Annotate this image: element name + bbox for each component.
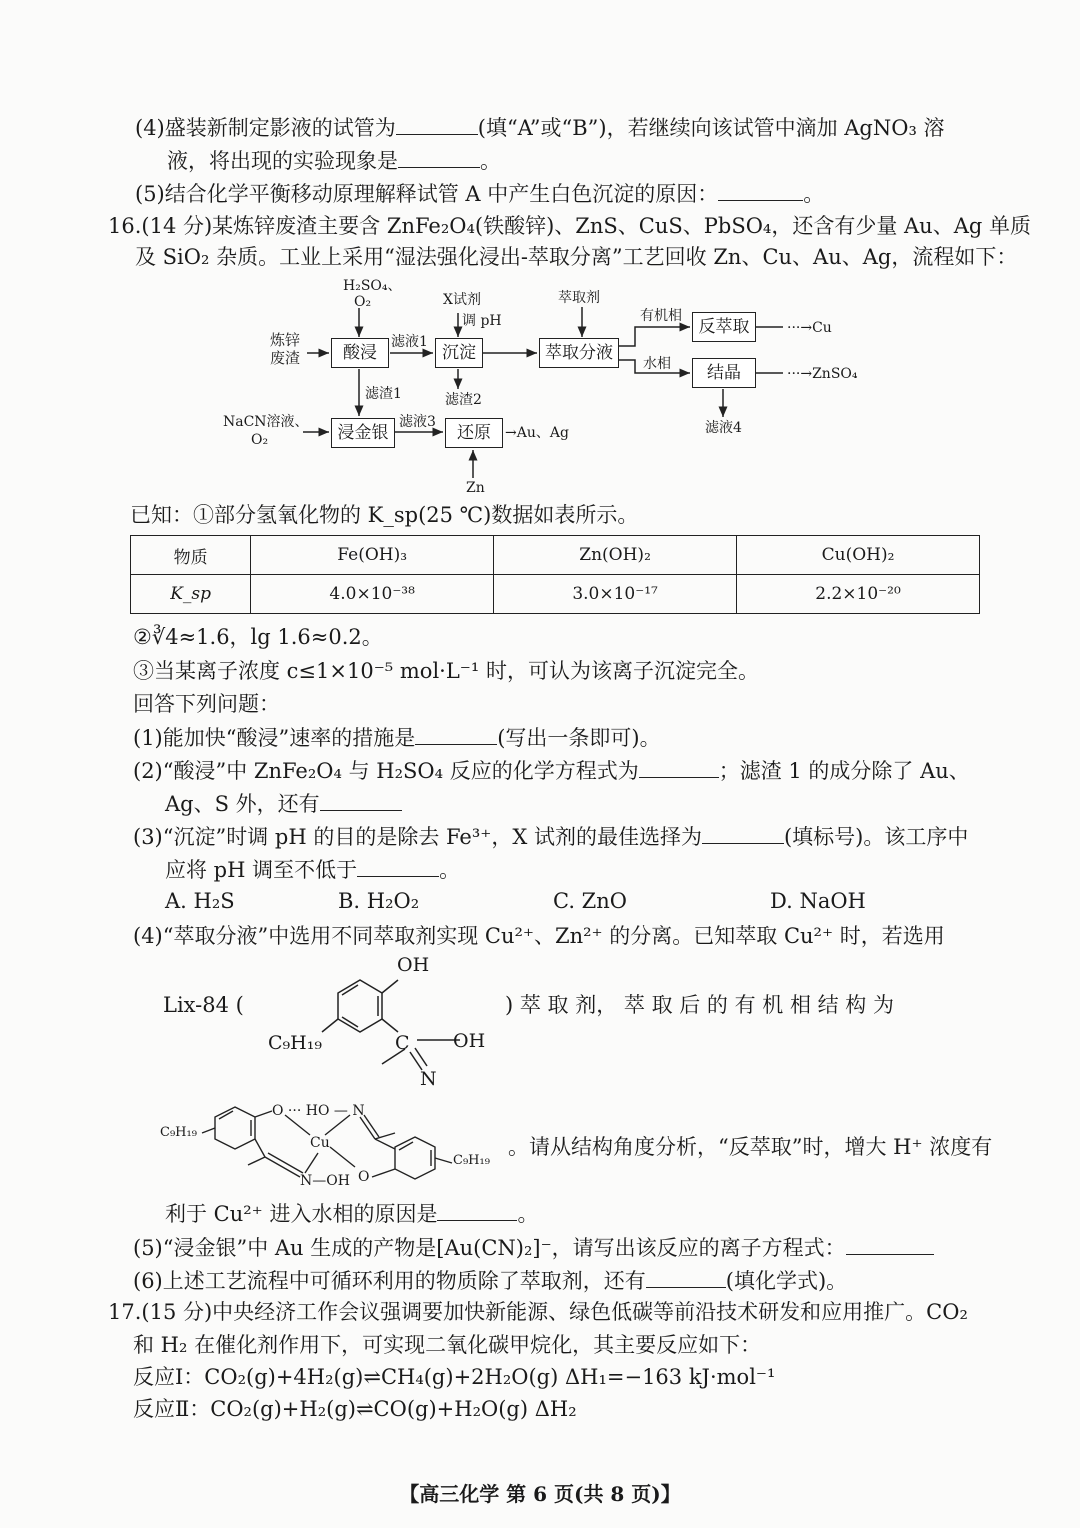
box-reduce: 还原: [445, 418, 503, 448]
complex-bottom-bond: N—OH: [300, 1173, 350, 1189]
answer-blank[interactable]: [639, 755, 719, 778]
known-2: ②∛4≈1.6，lg 1.6≈0.2。: [133, 625, 383, 649]
reaction-2: 反应Ⅱ：CO₂(g)+H₂(g)⇌CO(g)+H₂O(g) ΔH₂: [133, 1397, 577, 1421]
answer-heading: 回答下列问题：: [133, 692, 280, 716]
box-back-extraction: 反萃取: [692, 312, 756, 342]
q16-sub1: (1)能加快“酸浸”速率的措施是 (写出一条即可)。: [133, 722, 661, 753]
output-cu: ···→Cu: [787, 320, 832, 336]
table-cell: K_sp: [131, 575, 251, 614]
page-footer: 【高三化学 第 6 页(共 8 页)】: [399, 1482, 681, 1506]
lix84-structure: [260, 952, 500, 1092]
label-residue1: 滤渣1: [365, 386, 402, 402]
box-precipitate: 沉淀: [435, 338, 483, 368]
option-d[interactable]: D. NaOH: [770, 889, 866, 913]
input-h2so4: H₂SO₄、: [343, 278, 402, 294]
q16-sub4-line2: ) 萃 取 剂， 萃 取 后 的 有 机 相 结 构 为: [505, 993, 894, 1017]
table-cell: 2.2×10⁻²⁰: [737, 575, 980, 614]
input-zn: Zn: [466, 480, 485, 496]
label-x-reagent: X试剂: [443, 292, 481, 308]
q16-sub4-line3: 。请从结构角度分析，“反萃取”时，增大 H⁺ 浓度有: [508, 1135, 993, 1159]
lix84-bonds: [260, 952, 500, 1092]
complex-c9h19-right: C₉H₁₉: [453, 1153, 490, 1168]
flow-arrows: [215, 280, 915, 500]
q16-sub2-line1: (2)“酸浸”中 ZnFe₂O₄ 与 H₂SO₄ 反应的化学方程式为 ；滤渣 1 的成分除了 Au、: [133, 755, 970, 786]
option-b[interactable]: B. H₂O₂: [338, 889, 420, 913]
label-adjust-ph: 调 pH: [462, 313, 502, 329]
label-filtrate1: 滤液1: [391, 334, 428, 350]
process-flow-diagram: [215, 280, 915, 500]
answer-blank[interactable]: [396, 112, 478, 135]
q16-sub6: (6)上述工艺流程中可循环利用的物质除了萃取剂，还有 (填化学式)。: [133, 1265, 847, 1296]
answer-blank[interactable]: [846, 1232, 934, 1255]
complex-cu: Cu: [310, 1135, 330, 1151]
table-cell: 3.0×10⁻¹⁷: [494, 575, 737, 614]
feed-label-1: 炼锌: [270, 331, 301, 349]
box-crystallize: 结晶: [692, 358, 756, 388]
ksp-table: [130, 535, 980, 614]
complex-o: O: [358, 1169, 370, 1185]
table-header-row: [131, 536, 980, 575]
table-row: [131, 575, 980, 614]
label-aqueous-phase: 水相: [643, 356, 671, 372]
q16-sub3-line2: 应将 pH 调至不低于 。: [165, 854, 460, 885]
known-3: ③当某离子浓度 c≤1×10⁻⁵ mol·L⁻¹ 时，可认为该离子沉淀完全。: [133, 659, 759, 683]
input-nacn: NaCN溶液、: [223, 414, 309, 430]
table-cell: 物质: [131, 536, 251, 575]
q16-sub3-line1: (3)“沉淀”时调 pH 的目的是除去 Fe³⁺，X 试剂的最佳选择为 (填标号)。该工序中: [133, 821, 968, 852]
mol-c: C: [395, 1032, 410, 1054]
q16-intro-line2: 及 SiO₂ 杂质。工业上采用“湿法强化浸出-萃取分离”工艺回收 Zn、Cu、Au、Ag，流程如下：: [135, 245, 1018, 269]
mol-c9h19: C₉H₁₉: [268, 1032, 322, 1054]
table-cell: Fe(OH)₃: [251, 536, 494, 575]
cu-complex-structure: [160, 1095, 510, 1200]
answer-blank[interactable]: [702, 821, 784, 844]
table-cell: Zn(OH)₂: [494, 536, 737, 575]
answer-blank[interactable]: [357, 854, 439, 877]
answer-blank[interactable]: [437, 1198, 517, 1221]
q16-sub4-line4: 利于 Cu²⁺ 进入水相的原因是 。: [165, 1198, 538, 1229]
q17-intro-line1: 17.(15 分)中央经济工作会议强调要加快新能源、绿色低碳等前沿技术研发和应用推广。CO₂: [108, 1300, 968, 1324]
output-au-ag: →Au、Ag: [505, 425, 569, 441]
option-a[interactable]: A. H₂S: [165, 889, 235, 913]
answer-blank[interactable]: [415, 722, 497, 745]
mol-n: N: [420, 1068, 437, 1090]
answer-blank[interactable]: [398, 145, 480, 168]
label-extractant: 萃取剂: [558, 290, 600, 306]
feed-label-2: 废渣: [270, 349, 301, 367]
reaction-1: 反应Ⅰ：CO₂(g)+4H₂(g)⇌CH₄(g)+2H₂O(g) ΔH₁=−163 kJ·mol⁻¹: [133, 1365, 776, 1389]
label-residue2: 滤渣2: [445, 392, 482, 408]
input-o2-2: O₂: [251, 432, 269, 448]
input-o2: O₂: [354, 294, 372, 310]
answer-blank[interactable]: [320, 788, 402, 811]
known-ksp: 已知：①部分氢氧化物的 K_sp(25 ℃)数据如表所示。: [130, 503, 639, 527]
output-znso4: ···→ZnSO₄: [787, 366, 858, 382]
complex-top-bond: O ··· HO — N: [272, 1103, 365, 1119]
q16-intro-line1: 16.(14 分)某炼锌废渣主要含 ZnFe₂O₄(铁酸锌)、ZnS、CuS、PbSO₄，还含有少量 Au、Ag 单质: [108, 214, 1031, 238]
mol-oh2: OH: [453, 1030, 486, 1052]
label-filtrate3: 滤液3: [399, 414, 436, 430]
q17-intro-line2: 和 H₂ 在催化剂作用下，可实现二氧化碳甲烷化，其主要反应如下：: [133, 1333, 762, 1357]
box-extraction: 萃取分液: [539, 338, 619, 368]
q16-sub4-line1: (4)“萃取分液”中选用不同萃取剂实现 Cu²⁺、Zn²⁺ 的分离。已知萃取 Cu²⁺ 时，若选用: [133, 924, 945, 948]
lix84-label: Lix-84 (: [163, 993, 244, 1017]
mol-oh: OH: [397, 954, 430, 976]
q16-sub5: (5)“浸金银”中 Au 生成的产物是[Au(CN)₂]⁻，请写出该反应的离子方程式：: [133, 1232, 934, 1263]
q16-sub2-line2: Ag、S 外，还有: [165, 788, 402, 819]
answer-blank[interactable]: [646, 1265, 726, 1288]
table-cell: 4.0×10⁻³⁸: [251, 575, 494, 614]
box-acid-leach: 酸浸: [331, 338, 389, 368]
label-organic-phase: 有机相: [640, 308, 682, 324]
label-filtrate4: 滤液4: [705, 420, 742, 436]
complex-c9h19-left: C₉H₁₉: [160, 1125, 197, 1140]
table-cell: Cu(OH)₂: [737, 536, 980, 575]
option-c[interactable]: C. ZnO: [553, 889, 628, 913]
q15-part4-line2: 液，将出现的实验现象是 。: [167, 145, 501, 176]
q15-part4-line1: (4)盛装新制定影液的试管为 (填“A”或“B”)，若继续向该试管中滴加 AgNO₃ 溶: [135, 112, 945, 143]
answer-blank[interactable]: [718, 178, 803, 201]
box-leach-au-ag: 浸金银: [331, 418, 395, 448]
q15-part5: (5)结合化学平衡移动原理解释试管 A 中产生白色沉淀的原因： 。: [135, 178, 824, 209]
